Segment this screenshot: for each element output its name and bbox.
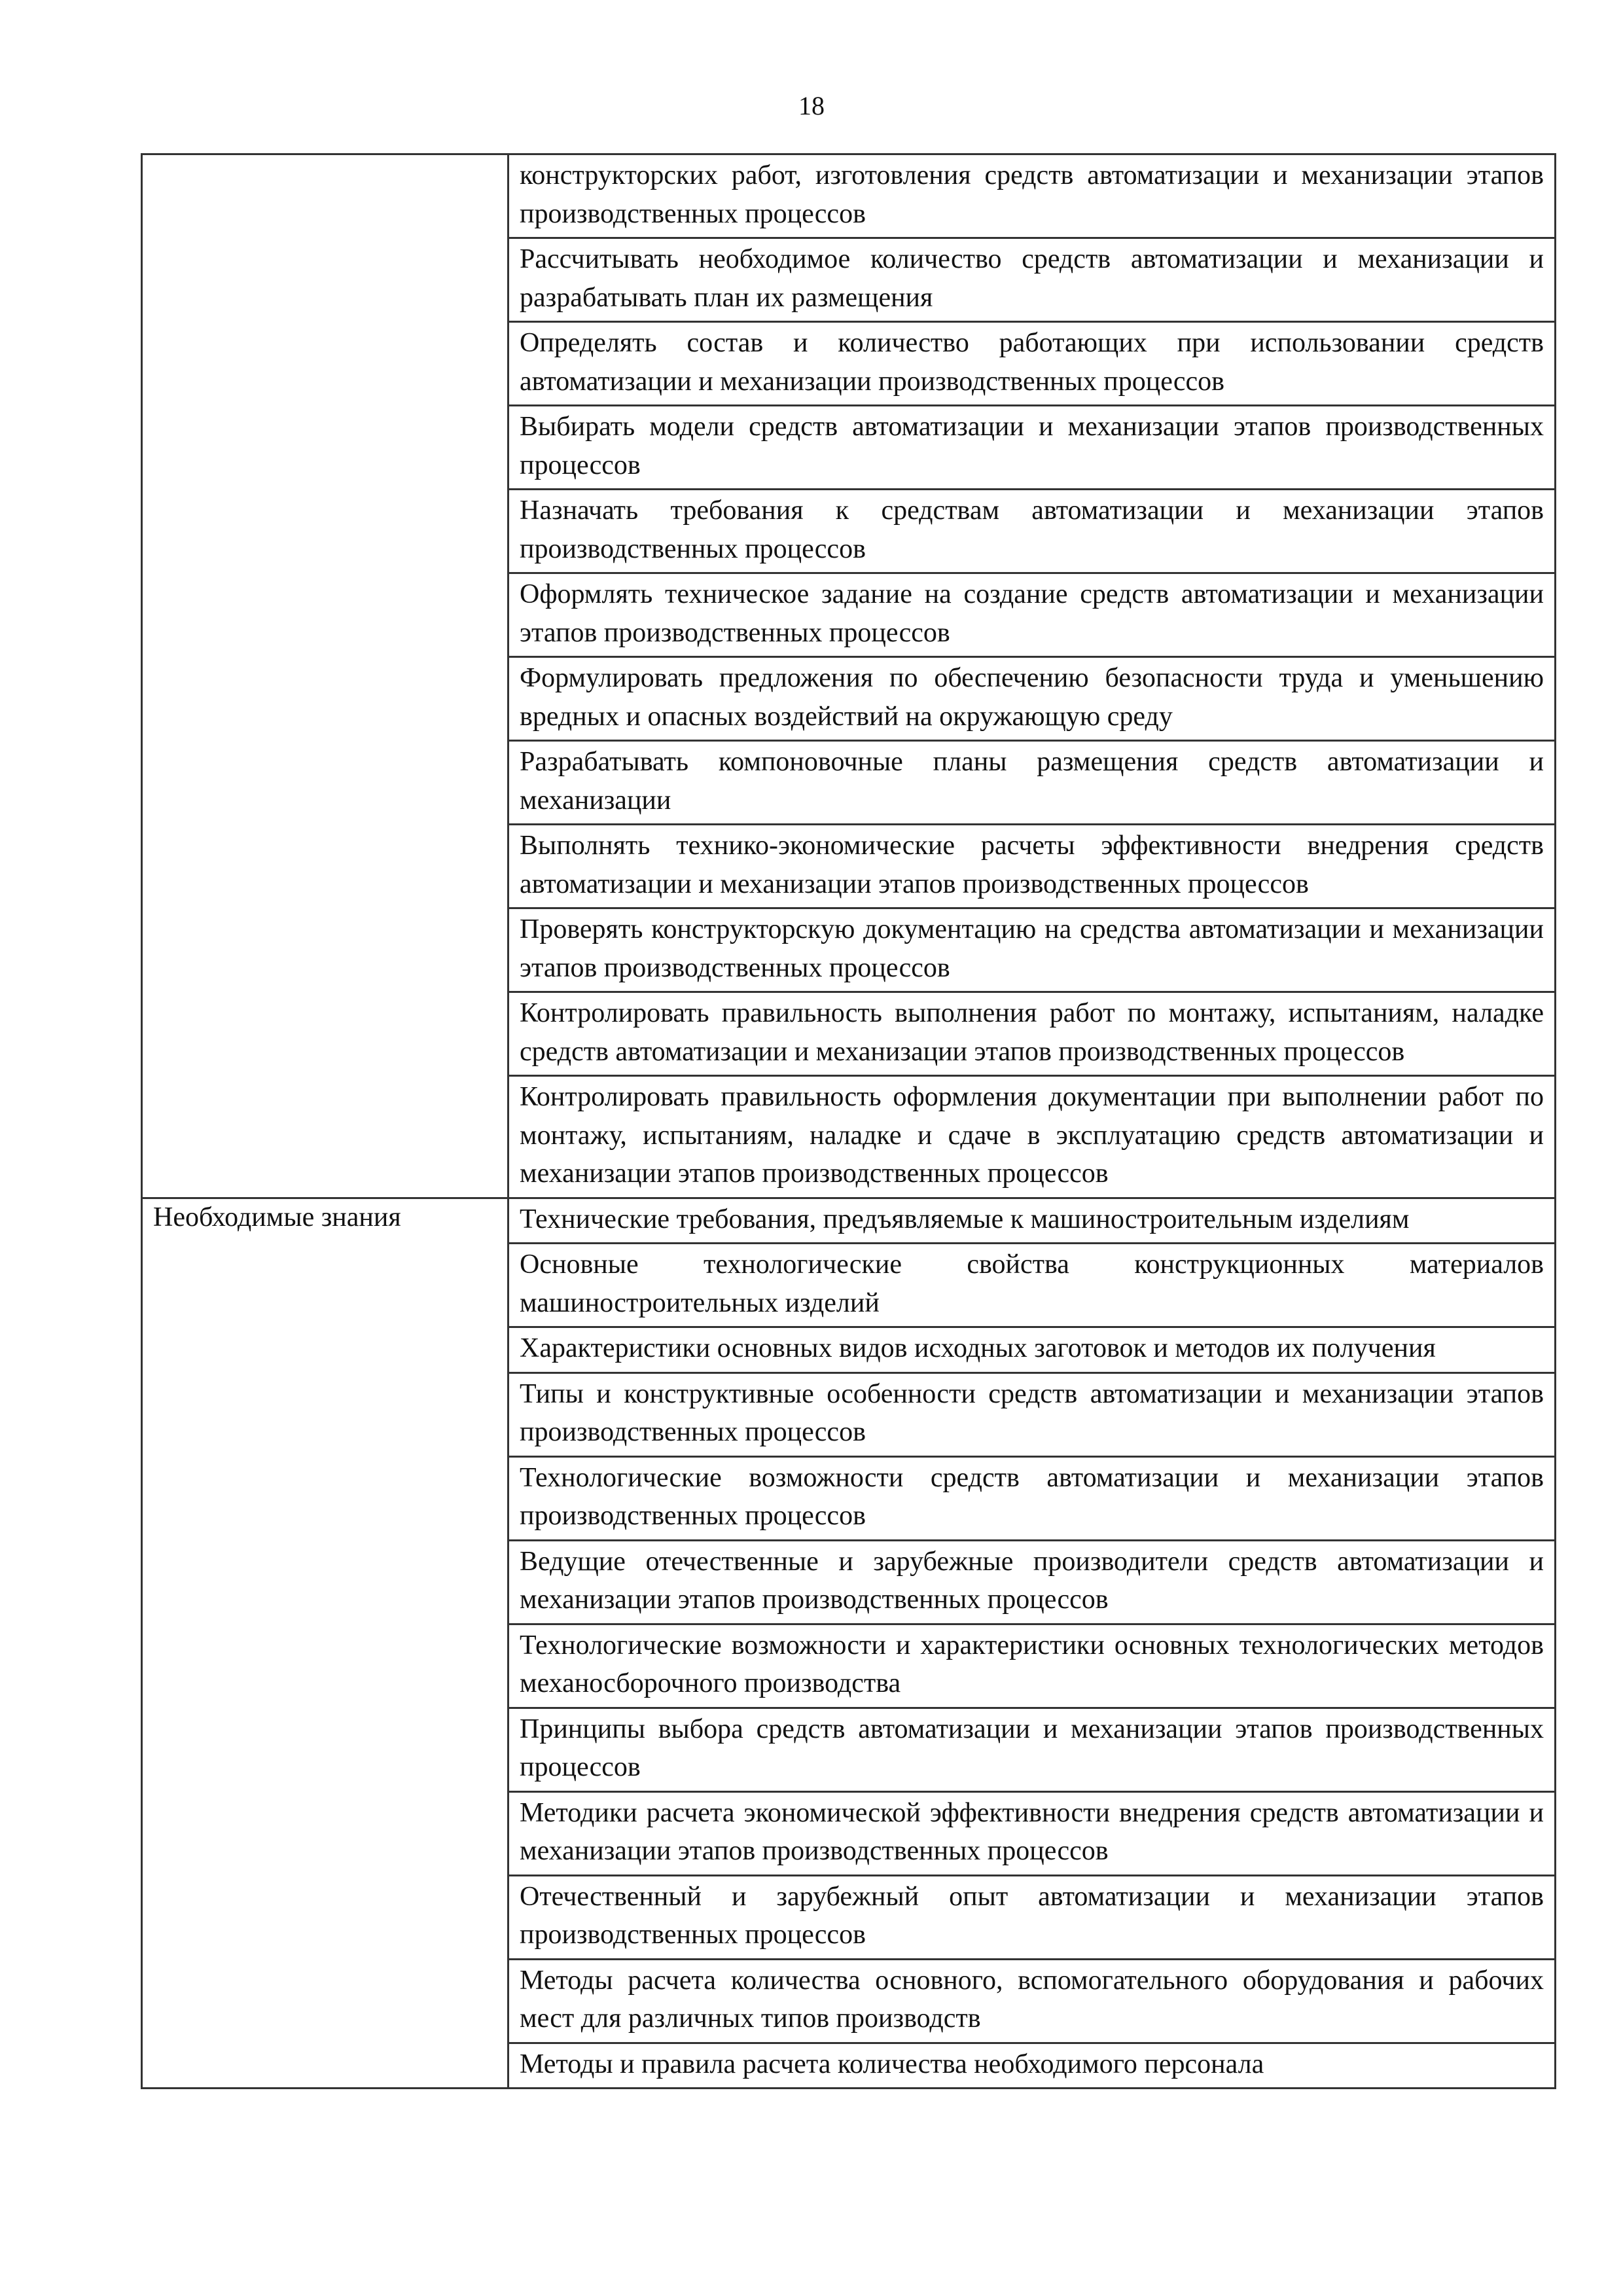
requirement-cell: Типы и конструктивные особенности средств автоматизации и механизации этапов производственных процессов bbox=[508, 1372, 1556, 1456]
requirement-cell: Основные технологические свойства конструкционных материалов машиностроительных изделий bbox=[508, 1244, 1556, 1327]
table-body bbox=[142, 154, 1556, 2089]
requirement-cell: конструкторских работ, изготовления средств автоматизации и механизации этапов производственных процессов bbox=[508, 154, 1556, 238]
requirement-cell: Определять состав и количество работающих при использовании средств автоматизации и механизации производственных процессов bbox=[508, 322, 1556, 406]
requirement-cell: Технологические возможности и характеристики основных технологических методов механосборочного производства bbox=[508, 1624, 1556, 1708]
category-cell-continued bbox=[142, 154, 508, 1198]
table-row bbox=[142, 1198, 1556, 1244]
requirement-cell: Выполнять технико-экономические расчеты эффективности внедрения средств автоматизации и механизации этапов производственных процессов bbox=[508, 825, 1556, 908]
requirement-cell: Контролировать правильность выполнения работ по монтажу, испытаниям, наладке средств автоматизации и механизации этапов производственных процессов bbox=[508, 992, 1556, 1076]
requirement-cell: Выбирать модели средств автоматизации и механизации этапов производственных процессов bbox=[508, 406, 1556, 490]
requirement-cell: Технические требования, предъявляемые к машиностроительным изделиям bbox=[508, 1198, 1556, 1244]
requirement-cell: Технологические возможности средств автоматизации и механизации этапов производственных процессов bbox=[508, 1456, 1556, 1540]
requirement-cell: Проверять конструкторскую документацию на средства автоматизации и механизации этапов производственных процессов bbox=[508, 908, 1556, 992]
requirement-cell: Методы расчета количества основного, вспомогательного оборудования и рабочих мест для различных типов производств bbox=[508, 1959, 1556, 2043]
requirement-cell: Принципы выбора средств автоматизации и механизации этапов производственных процессов bbox=[508, 1708, 1556, 1791]
requirement-cell: Методы и правила расчета количества необходимого персонала bbox=[508, 2043, 1556, 2089]
page-number: 18 bbox=[798, 91, 825, 120]
requirement-cell: Методики расчета экономической эффективности внедрения средств автоматизации и механизации этапов производственных процессов bbox=[508, 1791, 1556, 1875]
category-cell: Необходимые знания bbox=[142, 1198, 508, 2089]
competency-table bbox=[141, 153, 1556, 2089]
requirement-cell: Оформлять техническое задание на создание средств автоматизации и механизации этапов производственных процессов bbox=[508, 573, 1556, 657]
requirement-cell: Рассчитывать необходимое количество средств автоматизации и механизации и разрабатывать план их размещения bbox=[508, 238, 1556, 322]
requirement-cell: Отечественный и зарубежный опыт автоматизации и механизации этапов производственных процессов bbox=[508, 1875, 1556, 1959]
requirement-cell: Разрабатывать компоновочные планы размещения средств автоматизации и механизации bbox=[508, 741, 1556, 825]
requirement-cell: Ведущие отечественные и зарубежные производители средств автоматизации и механизации этапов производственных процессов bbox=[508, 1540, 1556, 1624]
requirement-cell: Характеристики основных видов исходных заготовок и методов их получения bbox=[508, 1327, 1556, 1373]
requirement-cell: Назначать требования к средствам автоматизации и механизации этапов производственных процессов bbox=[508, 490, 1556, 573]
requirement-cell: Формулировать предложения по обеспечению безопасности труда и уменьшению вредных и опасных воздействий на окружающую среду bbox=[508, 657, 1556, 741]
table-row bbox=[142, 154, 1556, 238]
requirement-cell: Контролировать правильность оформления документации при выполнении работ по монтажу, испытаниям, наладке и сдаче в эксплуатацию средств автоматизации и механизации этапов производственных процессов bbox=[508, 1076, 1556, 1198]
